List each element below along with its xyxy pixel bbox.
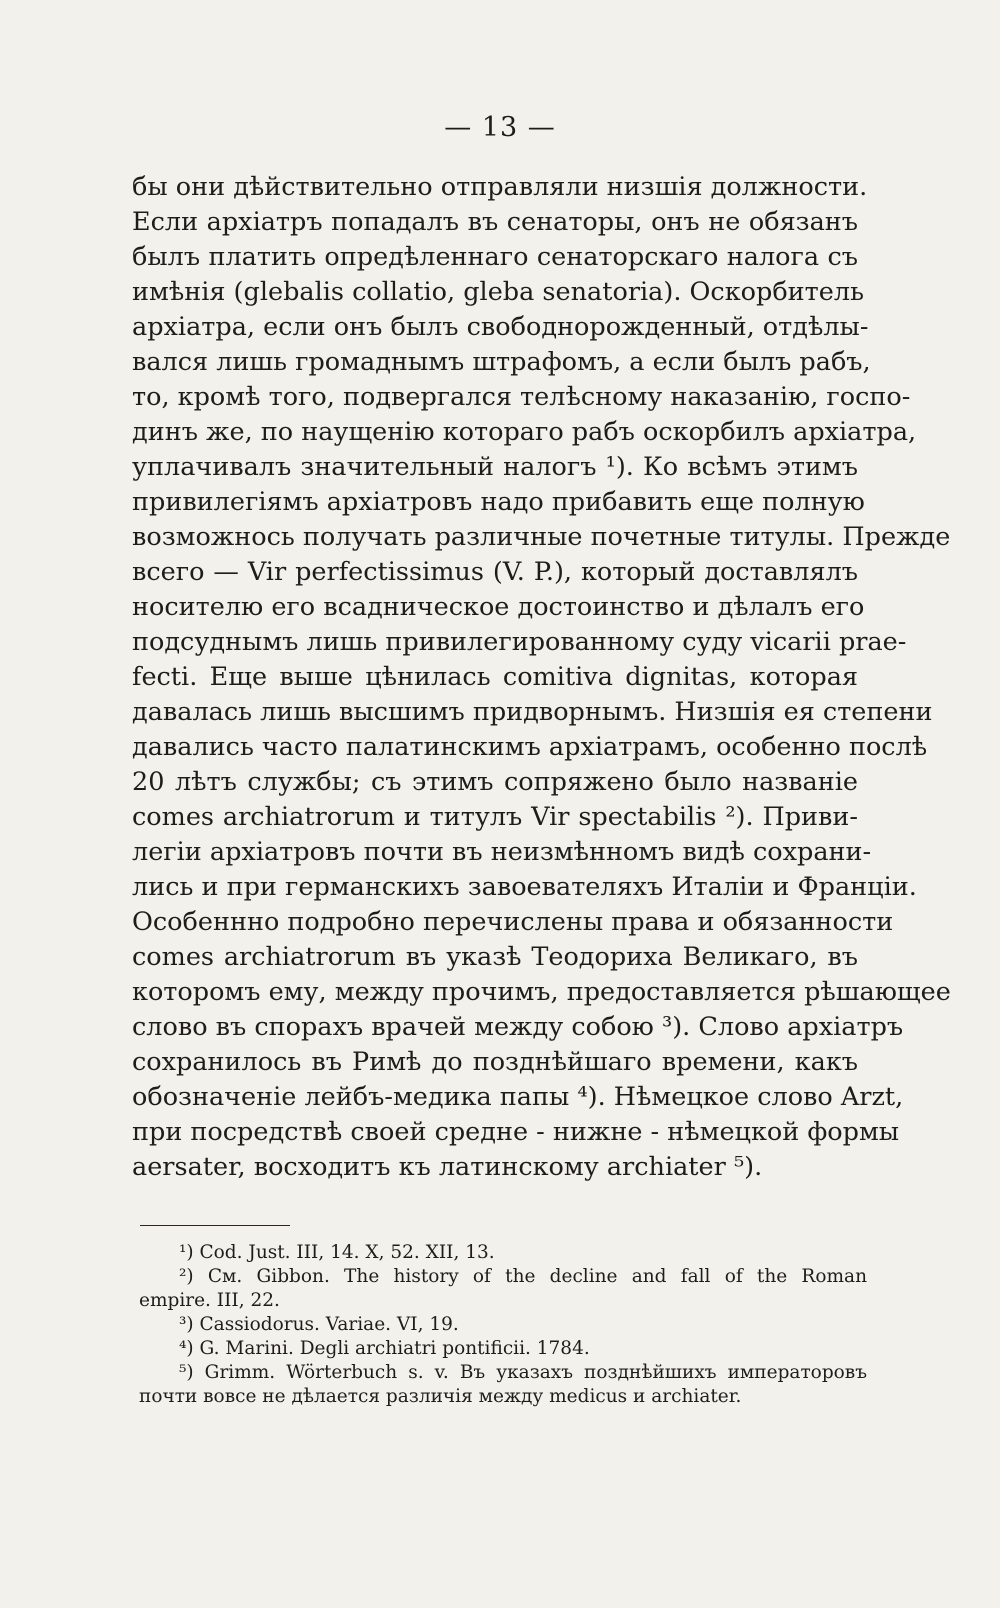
text-line: которомъ ему, между прочимъ, предоставляется рѣшающее	[132, 977, 951, 1007]
page-number: — 13 —	[444, 112, 556, 143]
text-line: архіатра, если онъ былъ свободнорожденный, отдѣлы-	[132, 312, 869, 342]
text-line: легіи архіатровъ почти въ неизмѣнномъ видѣ сохрани-	[132, 837, 872, 867]
text-line: уплачивалъ значительный налогъ ¹). Ко всѣмъ этимъ	[132, 452, 858, 482]
text-line: Особеннно подробно перечислены права и обязанности	[132, 907, 894, 937]
text-line: вался лишь громаднымъ штрафомъ, а если былъ рабъ,	[132, 347, 871, 377]
text-line: обозначеніе лейбъ-медика папы ⁴). Нѣмецкое слово Arzt,	[132, 1082, 904, 1112]
footnote-5-continued: почти вовсе не дѣлается различія между medicus и archiater.	[139, 1386, 742, 1407]
text-line: бы они дѣйствительно отправляли низшія должности.	[132, 172, 868, 202]
text-line: fecti. Еще выше цѣнилась comitiva dignitas, которая	[132, 662, 858, 692]
text-line: то, кромѣ того, подвергался телѣсному наказанію, госпо-	[132, 382, 911, 412]
text-line: давались часто палатинскимъ архіатрамъ, особенно послѣ	[132, 732, 928, 762]
text-line: 20 лѣтъ службы; съ этимъ сопряжено было названіе	[132, 767, 858, 797]
text-line: давалась лишь высшимъ придворнымъ. Низшія ея степени	[132, 697, 933, 727]
text-line: привилегіямъ архіатровъ надо прибавить еще полную	[132, 487, 865, 517]
text-line: aersater, восходитъ къ латинскому archiater ⁵).	[132, 1152, 763, 1182]
text-line: comes archiatrorum въ указѣ Теодориха Великаго, въ	[132, 942, 858, 972]
text-line: лись и при германскихъ завоевателяхъ Италіи и Франціи.	[132, 872, 917, 902]
text-line: всего — Vir perfectissimus (V. P.), который доставлялъ	[132, 557, 858, 587]
text-line: слово въ спорахъ врачей между собою ³). Слово архіатръ	[132, 1012, 904, 1042]
text-line: возможнось получать различные почетные титулы. Прежде	[132, 522, 951, 552]
text-line: былъ платить опредѣленнаго сенаторскаго налога съ	[132, 242, 858, 272]
footnote-5: ⁵) Grimm. Wörterbuch s. v. Въ указахъ позднѣйшихъ императоровъ	[179, 1362, 867, 1383]
footnote-2-continued: empire. III, 22.	[139, 1290, 280, 1311]
text-line: динъ же, по наущенію котораго рабъ оскорбилъ архіатра,	[132, 417, 917, 447]
text-line: сохранилось въ Римѣ до позднѣйшаго времени, какъ	[132, 1047, 858, 1077]
text-line: при посредствѣ своей средне - нижне - нѣмецкой формы	[132, 1117, 900, 1147]
main-text	[132, 170, 951, 1185]
footnote-2: ²) См. Gibbon. The history of the decline and fall of the Roman	[179, 1266, 867, 1287]
text-line: носителю его всадническое достоинство и дѣлалъ его	[132, 592, 865, 622]
footnotes	[139, 1241, 867, 1409]
text-line: Если архіатръ попадалъ въ сенаторы, онъ не обязанъ	[132, 207, 858, 237]
footnote-3: ³) Cassiodorus. Variae. VI, 19.	[179, 1314, 459, 1335]
footnote-1: ¹) Cod. Just. III, 14. X, 52. XII, 13.	[179, 1242, 495, 1263]
footnote-divider	[140, 1225, 290, 1226]
text-line: comes archiatrorum и титулъ Vir spectabilis ²). Приви-	[132, 802, 858, 832]
footnote-4: ⁴) G. Marini. Degli archiatri pontificii. 1784.	[179, 1338, 590, 1359]
text-line: подсуднымъ лишь привилегированному суду vicarii prae-	[132, 627, 907, 657]
text-line: имѣнія (glebalis collatio, gleba senatoria). Оскорбитель	[132, 277, 864, 307]
